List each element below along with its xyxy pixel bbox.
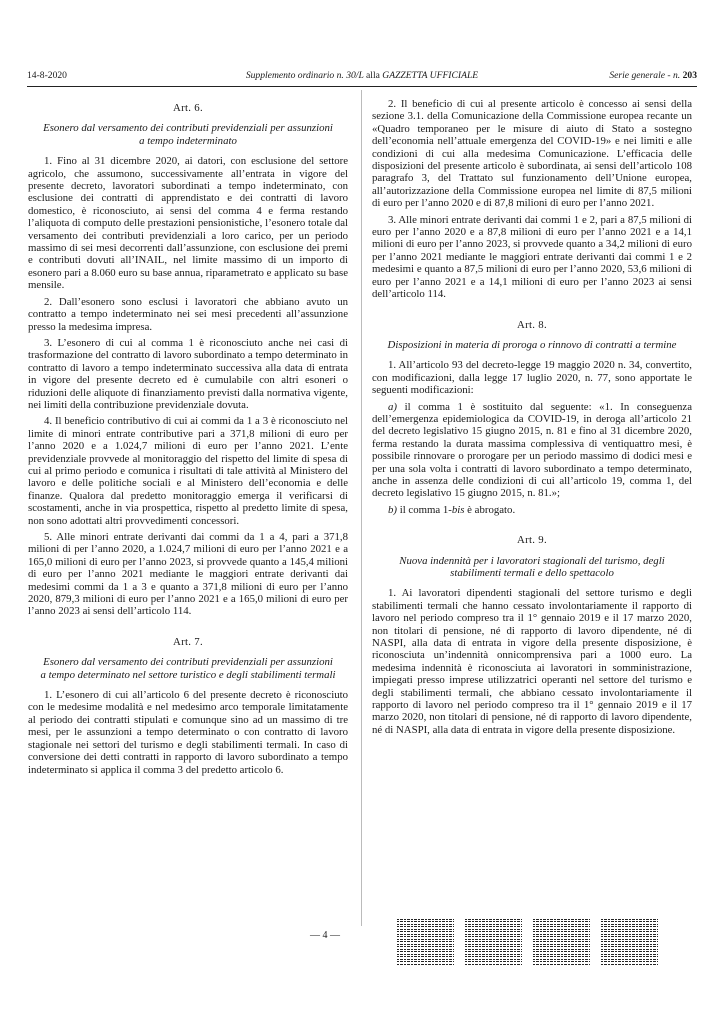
page-header	[27, 70, 697, 84]
letter-b-label: b)	[388, 503, 397, 516]
article-8-letter-a	[372, 401, 692, 500]
datamatrix-code-2	[464, 918, 522, 966]
article-7-paragraph-1: 1. L’esonero di cui all’articolo 6 del presente decreto è riconosciuto con le medesime modalità e nel medesimo arco temporale limitatamente al periodo dei contratti stipulati e comunque sino ad un massimo di tre mesi, per le assunzioni a tempo determinato o con contratto di lavoro stagionale nei settori del turismo e degli stabilimenti termali. In caso di conversione dei detti contratti in rapporto di lavoro subordinato a tempo indeterminato si applica il comma 3 del predetto articolo 6.	[28, 689, 348, 776]
column-divider	[361, 90, 362, 926]
header-series	[609, 70, 697, 81]
article-8-title: Art. 8.	[517, 318, 547, 331]
letter-b-post: è abrogato.	[464, 503, 516, 516]
header-supplement: Supplemento ordinario n. 30/L	[245, 70, 364, 81]
header-series-label: Serie generale - n.	[609, 70, 681, 81]
datamatrix-codes	[396, 918, 658, 966]
page-number: — 4 —	[310, 930, 340, 941]
letter-b-bis: bis	[451, 503, 465, 516]
header-alla: alla	[366, 70, 380, 81]
article-6-title: Art. 6.	[173, 102, 203, 114]
header-gazzetta: GAZZETTA UFFICIALE	[382, 70, 479, 81]
article-6-subtitle: Esonero dal versamento dei contributi previdenziali per assunzioni a tempo indeterminato	[43, 122, 333, 147]
article-7-paragraph-3: 3. Alle minori entrate derivanti dai commi 1 e 2, pari a 87,5 milioni di euro per l’anno 2020 e a 87,8 milioni di euro per l’anno 2021 e a 14,1 milioni di euro per l’anno 2023, si provvede quanto a 34,2 milioni di euro per l’anno 2021 mediante le maggiori entrate derivanti dai commi 1 e 2 medesimi e quanto a 87,5 milioni di euro per l’anno 2020, 53,6 milioni di euro per l’anno 2021 e a 14,1 milioni di euro per l’anno 2023 ai sensi dell’articolo 114.	[372, 213, 692, 301]
datamatrix-code-1	[396, 918, 454, 966]
right-column	[372, 98, 692, 740]
datamatrix-code-4	[600, 918, 658, 966]
datamatrix-code-3	[532, 918, 590, 966]
article-7-subtitle: Esonero dal versamento dei contributi previdenziali per assunzioni a tempo determinato nel settore turistico e degli stabilimenti termali	[40, 656, 336, 681]
header-date: 14-8-2020	[27, 70, 67, 81]
left-column	[28, 98, 348, 780]
article-9-title: Art. 9.	[517, 534, 547, 547]
header-rule	[27, 86, 697, 87]
header-publication	[27, 70, 697, 81]
article-8-letter-b	[372, 504, 692, 516]
header-series-number: 203	[682, 70, 697, 81]
article-9-paragraph-1: 1. Ai lavoratori dipendenti stagionali del settore turismo e degli stabilimenti termali che hanno cessato involontariamente il rapporto di lavoro nel periodo compreso tra il 1° gennaio 2019 e il 17 marzo 2020, non titolari di pensione, né di rapporto di lavoro dipendente, né di NASPI, alla data di entrata in vigore della presente disposizione, è riconosciuta un’indennità onnicomprensiva pari a 1000 euro. La medesima indennità è riconosciuta ai lavoratori in somministrazione, impiegati presso imprese utilizzatrici operanti nel settore del turismo e degli stabilimenti termali, che abbiano cessato involontariamente il rapporto di lavoro nel periodo compreso tra il 1° gennaio 2019 e il 17 marzo 2020, non titolari di pensione, né di rapporto di lavoro dipendente, né di NASPI, alla data di entrata in vigore della presente disposizione.	[372, 587, 692, 736]
article-9-subtitle: Nuova indennità per i lavoratori stagionali del turismo, degli stabilimenti termali e dello spettacolo	[399, 554, 665, 579]
article-7-title: Art. 7.	[173, 635, 203, 648]
article-8-paragraph-1: 1. All’articolo 93 del decreto-legge 19 maggio 2020 n. 34, convertito, con modificazioni, dalla legge 17 luglio 2020, n. 77, sono apportate le seguenti modificazioni:	[372, 359, 692, 397]
letter-b-pre: il comma 1-	[397, 503, 452, 516]
article-6-paragraph-4: 4. Il beneficio contributivo di cui ai commi da 1 a 3 è riconosciuto nel limite di minori entrate contributive pari a 371,8 milioni di euro per l’anno 2020 e a 1.024,7 milioni di euro per l’anno 2021. L’ente previdenziale provvede al monitoraggio del rispetto del limite di spesa di cui al primo periodo e comunica i risultati di tale attività al Ministero del lavoro e delle politiche sociali e al Ministero dell’economia e delle finanze. Qualora dal predetto monitoraggio emerga il verificarsi di scostamenti, anche in via prospettica, rispetto al predetto limite di spesa, non sono adottati altri provvedimenti concessori.	[28, 415, 348, 527]
article-8-subtitle: Disposizioni in materia di proroga o rinnovo di contratti a termine	[387, 338, 677, 351]
letter-a-label: a)	[388, 400, 397, 413]
article-6-paragraph-3: 3. L’esonero di cui al comma 1 è riconosciuto anche nei casi di trasformazione del contratto di lavoro subordinato a tempo determinato in contratto di lavoro a tempo indeterminato successiva alla data di entrata in vigore del presente decreto ed è cumulabile con altri esoneri o riduzioni delle aliquote di finanziamento previsti dalla normativa vigente, nei limiti della contribuzione previdenziale dovuta.	[28, 336, 348, 411]
article-6-paragraph-5: 5. Alle minori entrate derivanti dai commi da 1 a 4, pari a 371,8 milioni di per l’anno 2020, a 1.024,7 milioni di euro per l’anno 2021 e a 165,0 milioni di euro per l’anno 2023, si provvede quanto a 145,4 milioni di euro per l’anno 2021 mediante le maggiori entrate derivanti dai medesimi commi da 1 a 3 e quanto a 371,8 milioni di euro per l’anno 2020, 879,3 milioni di euro per l’anno 2021 e a 165,0 milioni di euro per l’anno 2023 ai sensi dell’articolo 114.	[28, 531, 348, 618]
letter-a-text: il comma 1 è sostituito dal seguente: «1. In conseguenza dell’emergenza epidemiologica da COVID-19, in deroga all’articolo 21 del decreto legislativo 15 giugno 2015, n. 81 e fino al 31 dicembre 2020, ferma restando la durata massima complessiva di ventiquattro mesi, è possibile rinnovare o prorogare per un periodo massimo di dodici mesi e per una sola volta i contratti di lavoro subordinato a tempo determinato, anche in assenza delle condizioni di cui all’articolo 19, comma 1, del decreto legislativo 15 giugno 2015, n. 81.»;	[372, 400, 692, 500]
article-6-paragraph-1: 1. Fino al 31 dicembre 2020, ai datori, con esclusione del settore agricolo, che assumono, successivamente all’entrata in vigore del presente decreto, lavoratori subordinati a tempo indeterminato, con esclusione dei contratti di apprendistato e dei contratti di lavoro domestico, è riconosciuto, ai sensi del comma 4 e ferma restando l’aliquota di computo delle prestazioni pensionistiche, l’esonero totale dal versamento dei contributi previdenziali a loro carico, per un periodo massimo di sei mesi decorrenti dall’assunzione, con esclusione dei premi e contributi dovuti all’INAIL, nel limite massimo di un importo di esonero pari a 8.060 euro su base annua, riparametrato e applicato su base mensile.	[28, 155, 348, 292]
article-6-paragraph-2: 2. Dall’esonero sono esclusi i lavoratori che abbiano avuto un contratto a tempo indeterminato nei sei mesi precedenti all’assunzione presso la medesima impresa.	[28, 295, 348, 333]
article-7-paragraph-2: 2. Il beneficio di cui al presente articolo è concesso ai sensi della sezione 3.1. della Comunicazione della Commissione europea recante un «Quadro temporaneo per le misure di aiuto di Stato a sostegno dell’economia nell’attuale emergenza del COVID-19» e nei limiti e alle condizioni di cui alla medesima Comunicazione. L’efficacia delle disposizioni del presente articolo è subordinata, ai sensi dell’articolo 108 paragrafo 3, del Trattato sul funzionamento dell’Unione europea, all’autorizzazione della Commissione europea nel limite di 87,5 milioni di euro per l’anno 2020 e di 87,8 milioni di euro per l’anno 2021.	[372, 98, 692, 210]
